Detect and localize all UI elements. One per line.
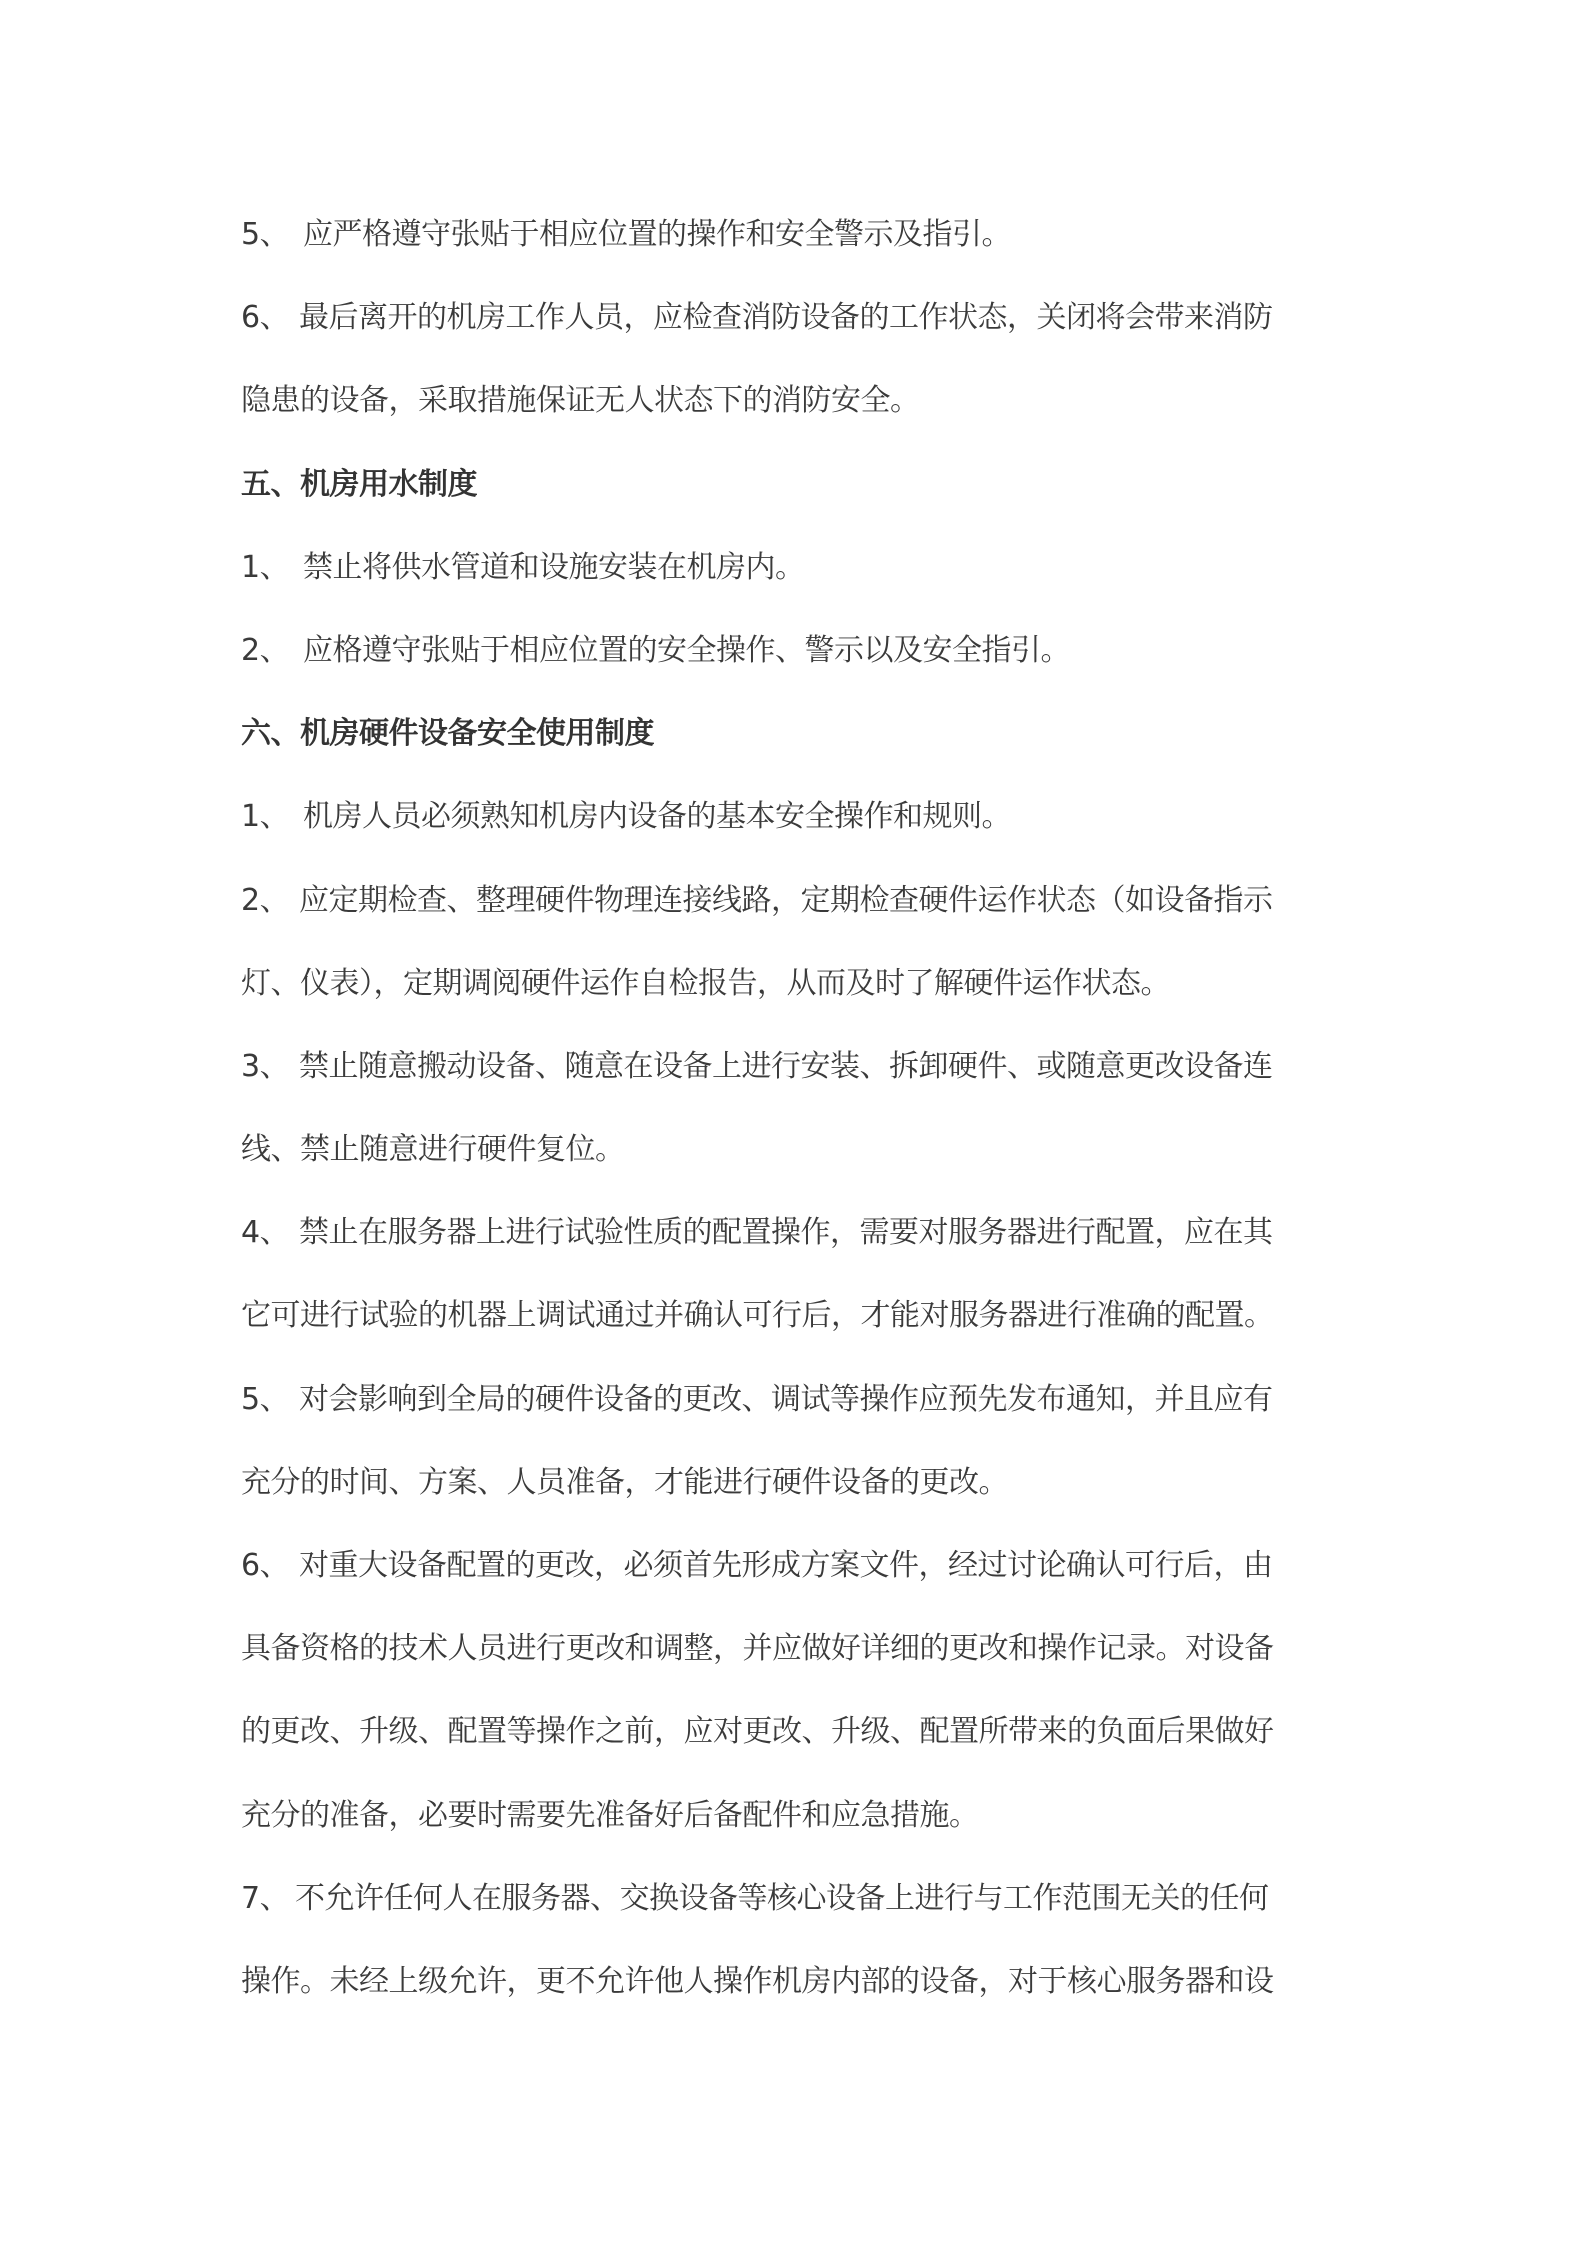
item-5-advance-notice xyxy=(241,1358,1351,1524)
item-text: 操作。未经上级允许，更不允许他人操作机房内部的设备，对于核心服务器和设 xyxy=(241,1963,1274,1999)
text-line xyxy=(241,1524,1351,1607)
item-number: 7、 xyxy=(241,1880,290,1916)
item-text: 对重大设备配置的更改，必须首先形成方案文件，经过讨论确认可行后，由 xyxy=(299,1548,1273,1583)
text-line xyxy=(241,359,1351,442)
item-text: 机房人员必须熟知机房内设备的基本安全操作和规则。 xyxy=(303,799,1011,835)
item-text: 的更改、升级、配置等操作之前，应对更改、升级、配置所带来的负面后果做好 xyxy=(241,1714,1274,1750)
section-heading-water-usage: 五、机房用水制度 xyxy=(241,466,477,502)
item-number: 4、 xyxy=(241,1215,290,1251)
text-line xyxy=(241,526,1351,609)
text-line xyxy=(241,775,1351,858)
text-line xyxy=(241,193,1351,276)
text-line xyxy=(241,1191,1351,1274)
item-text: 禁止随意搬动设备、随意在设备上进行安装、拆卸硬件、或随意更改设备连 xyxy=(299,1048,1273,1084)
text-line xyxy=(241,276,1351,359)
item-text: 禁止将供水管道和设施安装在机房内。 xyxy=(303,549,805,585)
item-text: 不允许任何人在服务器、交换设备等核心设备上进行与工作范围无关的任何 xyxy=(295,1880,1269,1916)
text-line xyxy=(241,1774,1351,1857)
item-text: 隐患的设备，采取措施保证无人状态下的消防安全。 xyxy=(241,383,920,419)
item-3-no-arbitrary-changes xyxy=(241,1025,1351,1191)
item-text: 充分的时间、方案、人员准备，才能进行硬件设备的更改。 xyxy=(241,1464,1008,1500)
item-number: 2、 xyxy=(241,882,290,918)
item-4-no-experimental-config xyxy=(241,1191,1351,1357)
text-line xyxy=(241,1940,1351,2023)
text-line xyxy=(241,609,1351,692)
item-number: 6、 xyxy=(241,1548,290,1583)
item-text: 充分的准备，必要时需要先准备好后备配件和应急措施。 xyxy=(241,1797,979,1833)
text-line xyxy=(241,1607,1351,1690)
item-text: 对会影响到全局的硬件设备的更改、调试等操作应预先发布通知，并且应有 xyxy=(299,1381,1273,1417)
text-line xyxy=(241,859,1351,942)
text-line xyxy=(241,1857,1351,1940)
item-text: 最后离开的机房工作人员，应检查消防设备的工作状态，关闭将会带来消防 xyxy=(299,300,1273,336)
item-number: 3、 xyxy=(241,1048,290,1084)
item-text: 灯、仪表），定期调阅硬件运作自检报告，从而及时了解硬件运作状态。 xyxy=(241,965,1170,1001)
text-line xyxy=(241,942,1351,1025)
text-line xyxy=(241,1274,1351,1357)
item-number: 5、 xyxy=(241,217,290,252)
item-1-know-basic-operations xyxy=(241,775,1351,858)
item-text: 它可进行试验的机器上调试通过并确认可行后，才能对服务器进行准确的配置。 xyxy=(241,1298,1274,1334)
item-6-last-leaving-staff xyxy=(241,276,1351,442)
item-text: 禁止在服务器上进行试验性质的配置操作，需要对服务器进行配置，应在其 xyxy=(299,1215,1273,1251)
text-line xyxy=(241,1108,1351,1191)
item-number: 2、 xyxy=(241,632,290,668)
item-text: 具备资格的技术人员进行更改和调整，并应做好详细的更改和操作记录。对设备 xyxy=(241,1631,1274,1667)
item-2-periodic-inspection xyxy=(241,859,1351,1025)
item-1-no-water-pipes xyxy=(241,526,1351,609)
text-line xyxy=(241,1358,1351,1441)
item-number: 5、 xyxy=(241,1381,290,1417)
text-line xyxy=(241,1025,1351,1108)
item-2-follow-safety-guidelines xyxy=(241,609,1351,692)
item-6-major-config-changes xyxy=(241,1524,1351,1857)
section-heading-hardware-safety: 六、机房硬件设备安全使用制度 xyxy=(241,716,654,752)
item-number: 1、 xyxy=(241,799,290,835)
item-text: 线、禁止随意进行硬件复位。 xyxy=(241,1132,625,1168)
text-line xyxy=(241,1441,1351,1524)
item-text: 应格遵守张贴于相应位置的安全操作、警示以及安全指引。 xyxy=(303,632,1070,668)
item-number: 6、 xyxy=(241,300,290,336)
item-7-no-unrelated-operations xyxy=(241,1857,1351,2023)
item-text: 应定期检查、整理硬件物理连接线路，定期检查硬件运作状态（如设备指示 xyxy=(299,882,1273,918)
text-line xyxy=(241,1690,1351,1773)
item-text: 应严格遵守张贴于相应位置的操作和安全警示及指引。 xyxy=(303,217,1011,252)
item-5-operation-guidelines xyxy=(241,193,1351,276)
document-page xyxy=(241,193,1351,2023)
item-number: 1、 xyxy=(241,549,290,585)
